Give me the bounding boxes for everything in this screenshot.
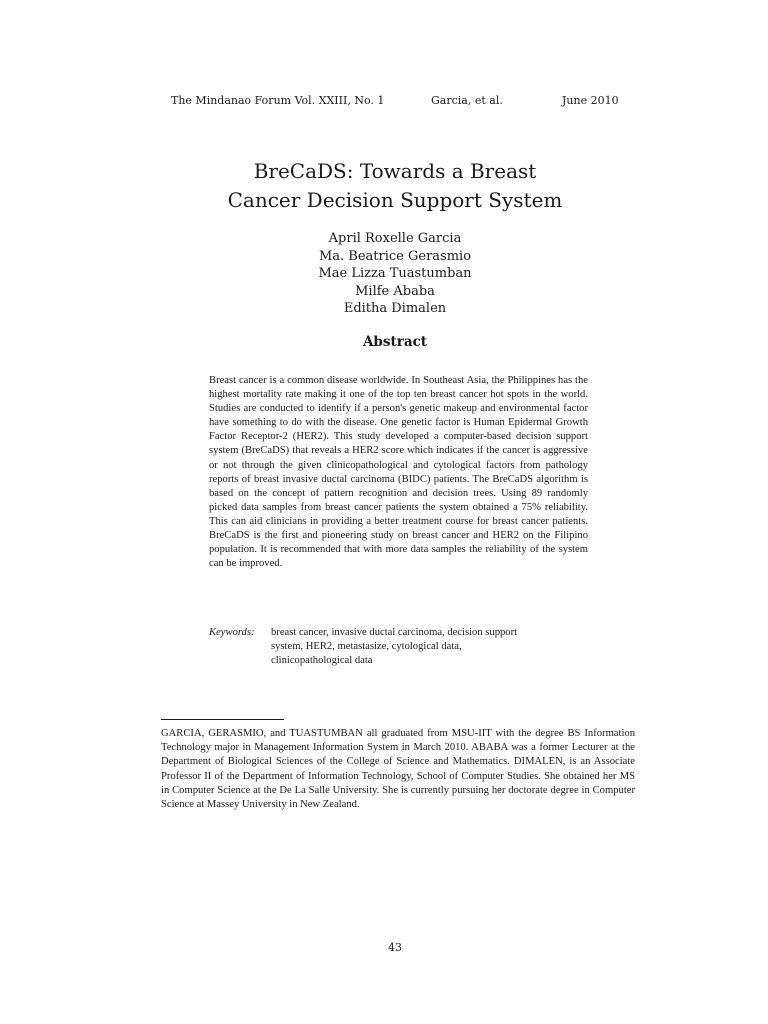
author-name: Milfe Ababa — [355, 283, 435, 299]
running-header — [171, 93, 621, 109]
keywords-line: breast cancer, invasive ductal carcinoma, decision support — [271, 627, 518, 638]
keywords-line: clinicopathological data — [271, 655, 373, 666]
abstract-body: Breast cancer is a common disease worldwide. In Southeast Asia, the Philippines has the highest mortality rate making it one of the top ten breast cancer hot spots in the world. Studies are conducted to identify if a person's genetic makeup and environmental factor have something to do with the disease. One genetic factor is Human Epidermal Growth Factor Receptor-2 (HER2). This study developed a computer-based decision support system (BreCaDS) that reveals a HER2 score which indicates if the cancer is aggressive or not through the given clinicopathological and cytological factors from pathology reports of breast invasive ductal carcinoma (BIDC) patients. The BreCaDS algorithm is based on the concept of pattern recognition and decision trees. Using 89 randomly picked data samples from breast cancer patients the system obtained a 75% reliability. This can aid clinicians in providing a better treatment course for breast cancer patients. BreCaDS is the first and pioneering study on breast cancer and HER2 on the Filipino population. It is recommended that with more data samples the reliability of the system can be improved. — [209, 375, 588, 570]
header-date: June 2010 — [562, 94, 619, 107]
author-name: Mae Lizza Tuastumban — [318, 266, 472, 281]
author-list — [200, 230, 590, 318]
title-line-1: BreCaDS: Towards a Breast — [253, 159, 537, 183]
author-name: April Roxelle Garcia — [328, 231, 462, 246]
keywords-label: Keywords: — [209, 627, 255, 638]
title-line-2: Cancer Decision Support System — [227, 188, 563, 212]
keywords-list — [271, 626, 591, 668]
abstract-heading: Abstract — [362, 334, 428, 350]
keywords-line: system, HER2, metastasize, cytological data, — [271, 641, 462, 652]
author-footnote: GARCIA, GERASMIO, and TUASTUMBAN all graduated from MSU-IIT with the degree BS Information Technology major in Management Information System in March 2010. ABABA was a former Lecturer at the Department of Biological Sciences of the College of Science and Mathematics. DIMALEN, is an Associate Professor II of the Department of Information Technology, School of Computer Studies. She obtained her MS in Computer Science at the De La Salle University. She is currently pursuing her doctorate degree in Computer Science at Massey University in New Zealand. — [161, 728, 635, 811]
header-journal: The Mindanao Forum Vol. XXIII, No. 1 — [171, 94, 385, 107]
page-number: 43 — [388, 941, 402, 954]
paper-title — [150, 157, 640, 215]
author-name: Editha Dimalen — [343, 301, 447, 316]
author-name: Ma. Beatrice Gerasmio — [318, 248, 472, 264]
header-authors: Garcia, et al. — [431, 94, 503, 107]
footnote-divider — [161, 719, 284, 720]
